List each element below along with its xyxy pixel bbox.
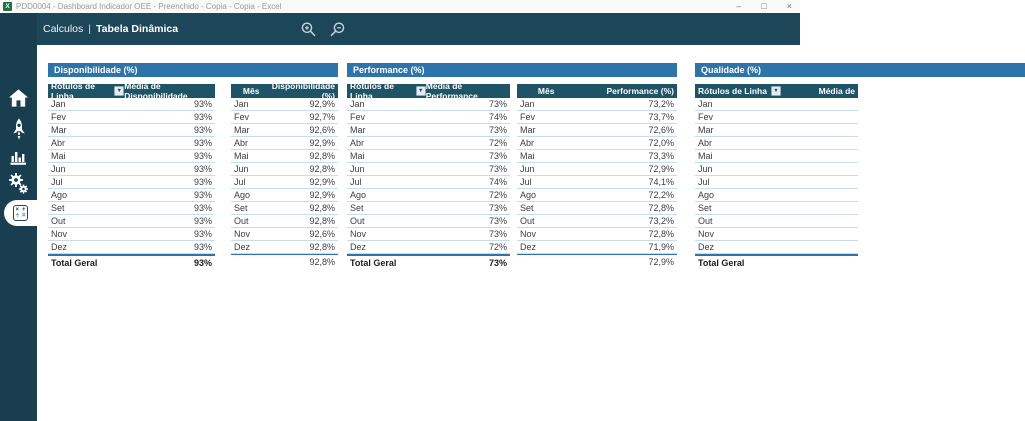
table-row: Mai — [695, 150, 858, 163]
table-row: Nov 73% — [347, 228, 510, 241]
table-row: Abr 92,9% — [231, 137, 338, 150]
table-row: Nov 92,6% — [231, 228, 338, 241]
gears-icon — [8, 172, 30, 196]
table-header — [695, 84, 858, 98]
column-header: Rótulos de Linha — [350, 81, 394, 101]
column-header: Média de Performance — [425, 81, 478, 101]
table-header — [48, 81, 215, 101]
table-row: Abr 72% — [347, 137, 510, 150]
excel-icon: X — [3, 2, 12, 11]
monthly-table-disponibilidade — [231, 81, 338, 268]
table-row: Ago 92,9% — [231, 189, 338, 202]
total-row: 72,9% — [517, 254, 677, 268]
table-row: Fev 93% — [48, 111, 215, 124]
table-row: Abr 72,0% — [517, 137, 677, 150]
table-row: Fev 73,7% — [517, 111, 677, 124]
rocket-icon — [8, 118, 30, 142]
table-row: Out — [695, 215, 858, 228]
table-row: Jul — [695, 176, 858, 189]
table-row: Jun 72,9% — [517, 163, 677, 176]
home-icon — [8, 88, 29, 108]
filter-dropdown-icon[interactable]: ▼ — [416, 86, 426, 96]
table-row: Jul 74,1% — [517, 176, 677, 189]
table-row: Set 92,8% — [231, 202, 338, 215]
table-row: Nov — [695, 228, 858, 241]
monthly-table-performance — [517, 84, 677, 268]
total-row: Total Geral 93% — [48, 254, 215, 269]
table-row: Jun — [695, 163, 858, 176]
table-row: Jan 73% — [347, 98, 510, 111]
table-row: Ago 93% — [48, 189, 215, 202]
close-button[interactable]: × — [786, 1, 792, 11]
column-header: Rótulos de Linha — [698, 86, 767, 96]
table-row: Jul 74% — [347, 176, 510, 189]
table-header — [347, 81, 510, 101]
table-row: Set 72,8% — [517, 202, 677, 215]
table-header — [231, 81, 338, 101]
table-row: Abr 93% — [48, 137, 215, 150]
window-title: PDD0004 - Dashboard Indicador OEE - Preenchido - Copia - Copia - Excel — [16, 2, 282, 11]
breadcrumb — [43, 13, 178, 45]
column-header: Performance (%) — [606, 86, 674, 96]
section-title: Disponibilidade (%) — [48, 63, 338, 77]
table-row: Mai 73% — [347, 150, 510, 163]
table-row: Dez 92,8% — [231, 241, 338, 254]
table-row: Out 73,2% — [517, 215, 677, 228]
table-row: Jul 93% — [48, 176, 215, 189]
table-row: Dez 93% — [48, 241, 215, 254]
table-row: Out 93% — [48, 215, 215, 228]
table-row: Mai 73,3% — [517, 150, 677, 163]
table-row: Jul 92,9% — [231, 176, 338, 189]
breadcrumb-separator: | — [88, 23, 92, 35]
zoom-out-icon[interactable] — [329, 21, 346, 38]
column-header: Média de Disponibilidade — [124, 81, 188, 101]
table-row: Mai 93% — [48, 150, 215, 163]
table-row: Dez 71,9% — [517, 241, 677, 254]
section-title: Qualidade (%) — [695, 63, 1025, 77]
breadcrumb-doc: Calculos — [43, 23, 84, 35]
column-header: Mês — [537, 86, 555, 96]
pivot-table-disponibilidade — [48, 81, 215, 269]
table-row: Ago 72,2% — [517, 189, 677, 202]
table-row: Jan 92,9% — [231, 98, 338, 111]
total-row: 92,8% — [231, 254, 338, 268]
table-row: Jun 73% — [347, 163, 510, 176]
restore-button[interactable]: □ — [761, 1, 767, 11]
table-row: Dez 72% — [347, 241, 510, 254]
pivot-table-qualidade — [695, 84, 858, 269]
sidebar-item-charts[interactable] — [0, 149, 37, 166]
table-row: Out 92,8% — [231, 215, 338, 228]
filter-dropdown-icon[interactable]: ▼ — [771, 86, 781, 96]
filter-dropdown-icon[interactable]: ▼ — [114, 86, 124, 96]
table-row: Mar 93% — [48, 124, 215, 137]
column-header: Mês — [242, 86, 260, 96]
titlebar — [0, 0, 800, 13]
table-row: Mar 73% — [347, 124, 510, 137]
table-row: Jun 92,8% — [231, 163, 338, 176]
section-performance — [347, 63, 677, 269]
table-row: Jan — [695, 98, 858, 111]
section-disponibilidade — [48, 63, 338, 269]
total-row: Total Geral 73% — [347, 254, 510, 269]
app-header — [0, 13, 800, 45]
table-row: Ago — [695, 189, 858, 202]
table-row: Nov 72,8% — [517, 228, 677, 241]
table-row: Mar 92,6% — [231, 124, 338, 137]
table-header — [517, 84, 677, 98]
table-row: Abr — [695, 137, 858, 150]
table-row: Fev 74% — [347, 111, 510, 124]
table-row: Mai 92,8% — [231, 150, 338, 163]
sidebar-item-calculations[interactable] — [4, 200, 37, 226]
column-header: Rótulos de Linha — [51, 81, 95, 101]
total-row: Total Geral — [695, 254, 858, 269]
sidebar-nav — [0, 13, 37, 421]
calculator-icon: × + ÷ = — [13, 205, 28, 221]
sidebar-item-settings[interactable] — [0, 172, 37, 196]
table-row: Jun 93% — [48, 163, 215, 176]
bar-chart-icon — [9, 149, 29, 166]
table-row: Dez — [695, 241, 858, 254]
table-row: Out 73% — [347, 215, 510, 228]
minimize-button[interactable]: – — [736, 1, 742, 11]
table-row: Mar — [695, 124, 858, 137]
table-row: Fev — [695, 111, 858, 124]
table-row: Nov 93% — [48, 228, 215, 241]
table-row: Jan 93% — [48, 98, 215, 111]
table-row: Fev 92,7% — [231, 111, 338, 124]
zoom-in-icon[interactable] — [300, 21, 317, 38]
sidebar-item-home[interactable] — [0, 88, 37, 108]
table-row: Jan 73,2% — [517, 98, 677, 111]
table-row: Set 93% — [48, 202, 215, 215]
table-row: Mar 72,6% — [517, 124, 677, 137]
page-title: Tabela Dinâmica — [96, 23, 179, 35]
column-header: Disponibilidade (%) — [271, 81, 335, 101]
table-row: Set 73% — [347, 202, 510, 215]
table-row: Ago 72% — [347, 189, 510, 202]
pivot-table-performance — [347, 81, 510, 269]
section-title: Performance (%) — [347, 63, 677, 77]
sidebar-item-launch[interactable] — [0, 118, 37, 142]
section-qualidade — [695, 63, 1025, 269]
column-header: Média de — [818, 86, 855, 96]
table-row: Set — [695, 202, 858, 215]
